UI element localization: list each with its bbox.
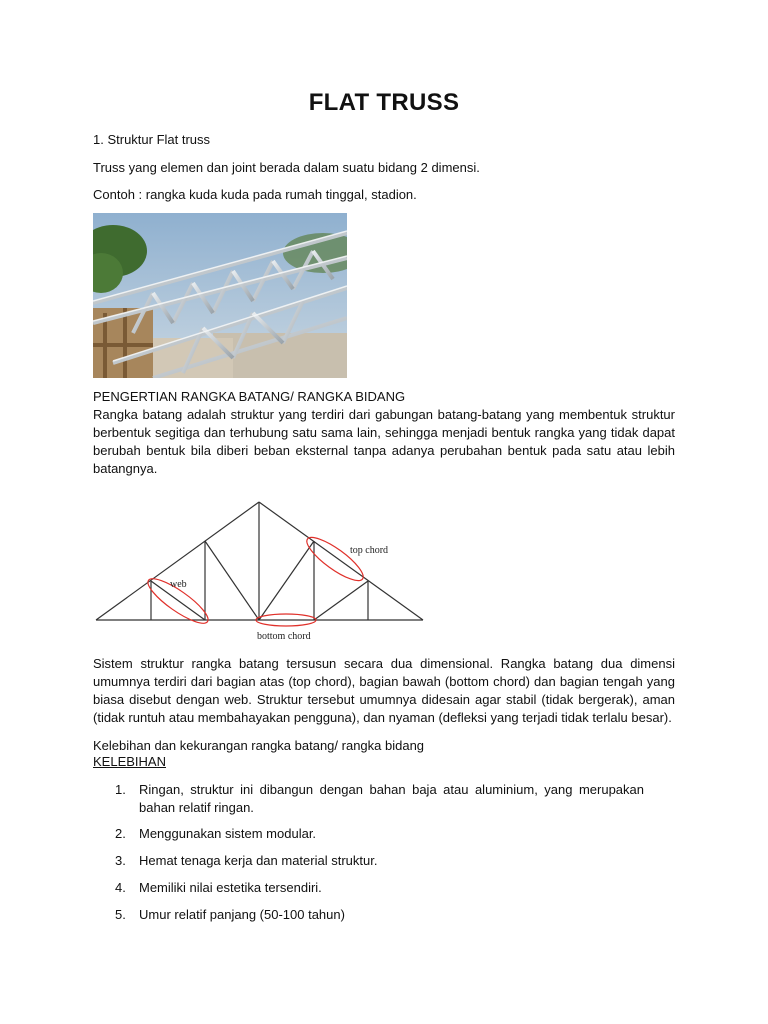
kelebihan-subheading: KELEBIHAN xyxy=(93,754,166,769)
truss-diagram xyxy=(93,495,428,643)
list-item-text: Umur relatif panjang (50-100 tahun) xyxy=(139,907,345,922)
pengertian-body: Rangka batang adalah struktur yang terdiri dari gabungan batang-batang yang membentuk struktur berbentuk segitiga dan terhubung satu sama lain, sehingga menjadi bentuk rangka yang tidak dapat berubah bentuk bila diberi beban eksternal tanpa adanya perubahan bentuk pada satu atau lebih batangnya. xyxy=(93,407,675,476)
list-item-text: Memiliki nilai estetika tersendiri. xyxy=(139,880,322,895)
pengertian-heading: PENGERTIAN RANGKA BATANG/ RANGKA BIDANG xyxy=(93,389,406,404)
truss-members xyxy=(96,502,423,620)
list-item-number: 5. xyxy=(115,907,126,922)
steel-truss-roof-photo xyxy=(93,213,347,378)
list-item-number: 1. xyxy=(115,782,126,797)
list-item-text: Ringan, struktur ini dibangun dengan bahan baja atau aluminium, yang merupakan bahan relatif ringan. xyxy=(139,782,644,815)
top-chord-label: top chord xyxy=(350,545,389,556)
web-label: web xyxy=(170,579,187,590)
list-item-number: 4. xyxy=(115,880,126,895)
list-item-number: 3. xyxy=(115,853,126,868)
list-item-number: 2. xyxy=(115,826,126,841)
page-title: FLAT TRUSS xyxy=(308,89,460,116)
example-text: Contoh : rangka kuda kuda pada rumah tinggal, stadion. xyxy=(93,187,417,202)
definition-text: Truss yang elemen dan joint berada dalam suatu bidang 2 dimensi. xyxy=(93,160,480,175)
list-item-text: Menggunakan sistem modular. xyxy=(139,826,317,841)
section-heading: 1. Struktur Flat truss xyxy=(93,132,211,147)
list-item-text: Hemat tenaga kerja dan material struktur. xyxy=(139,853,378,868)
sistem-body: Sistem struktur rangka batang tersusun secara dua dimensional. Rangka batang dua dimensi umumnya terdiri dari bagian atas (top chord), bagian bawah (bottom chord) dan bagian tengah yang biasa disebut dengan web. Struktur tersebut umumnya didesain agar stabil (tidak bergerak), aman (tidak runtuh atau membahayakan pengguna), dan nyaman (defleksi yang terjadi tidak terlalu besar). xyxy=(93,656,675,725)
kelebihan-heading: Kelebihan dan kekurangan rangka batang/ rangka bidang xyxy=(93,738,425,753)
bottom-chord-label: bottom chord xyxy=(257,631,311,642)
